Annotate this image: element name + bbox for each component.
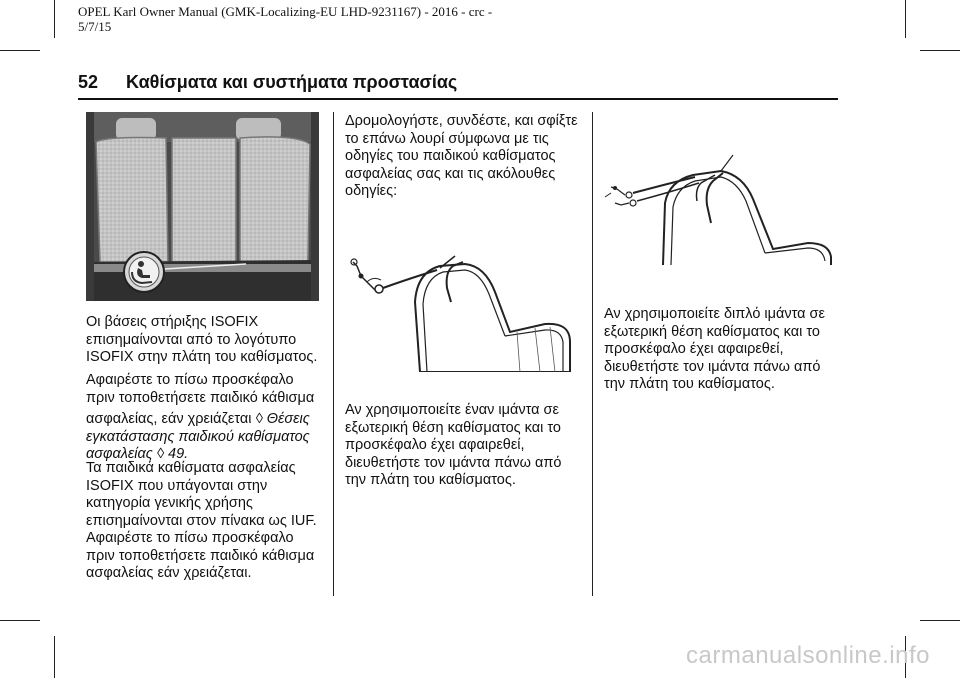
text-line: προσκέφαλο έχει αφαιρεθεί, bbox=[604, 341, 784, 357]
document-meta bbox=[78, 4, 558, 34]
text-line: εξωτερική θέση καθίσματος και το bbox=[345, 419, 561, 436]
text-line: Αφαιρέστε το πίσω προσκέφαλο bbox=[86, 372, 294, 388]
watermark: carmanualsonline.info bbox=[686, 642, 930, 669]
page-heading bbox=[78, 72, 457, 93]
paragraph-single-tether bbox=[345, 402, 561, 490]
text-line: διευθετήστε τον ιμάντα πάνω από bbox=[604, 358, 821, 375]
text-line: επισημαίνονται από το λογότυπο bbox=[86, 331, 297, 348]
cross-reference-arrow-icon: ◊ bbox=[156, 446, 164, 462]
text-line: οδηγίες του παιδικού καθίσματος bbox=[345, 148, 556, 164]
text-line: ISOFIX στην πλάτη του καθίσματος. bbox=[86, 349, 318, 365]
column-divider bbox=[592, 112, 593, 596]
text-line: κατηγορία γενικής χρήσης bbox=[86, 495, 253, 511]
single-tether-diagram bbox=[345, 232, 575, 372]
text-line: εξωτερική θέση καθίσματος και το bbox=[604, 323, 820, 340]
text-run: ασφαλείας, εάν χρειάζεται bbox=[86, 411, 252, 427]
text-line: πριν τοποθετήσετε παιδικό κάθισμα bbox=[86, 389, 315, 406]
rear-seat-isofix-photo bbox=[86, 112, 319, 301]
text-line bbox=[86, 411, 314, 429]
text-line: Τα παιδικά καθίσματα ασφαλείας bbox=[86, 460, 296, 476]
text-line: Δρομολογήστε, συνδέστε, και σφίξτε bbox=[345, 113, 578, 129]
header-rule bbox=[78, 98, 838, 100]
text-line: Οι βάσεις στήριξης ISOFIX bbox=[86, 314, 259, 330]
crop-mark bbox=[54, 0, 55, 38]
paragraph-remove-headrest bbox=[86, 372, 314, 464]
paragraph-remove-headrest-2 bbox=[86, 530, 314, 583]
text-line: ISOFIX που υπάγονται στην bbox=[86, 477, 268, 494]
text-line: Αν χρησιμοποιείτε διπλό ιμάντα σε bbox=[604, 306, 825, 322]
text-line: προσκέφαλο έχει αφαιρεθεί, bbox=[345, 437, 525, 453]
text-line: διευθετήστε τον ιμάντα πάνω από bbox=[345, 454, 562, 471]
cross-reference-text: ασφαλείας bbox=[86, 446, 153, 462]
crop-mark bbox=[54, 636, 55, 678]
paragraph-route-tether bbox=[345, 113, 578, 201]
cross-reference-arrow-icon: ◊ bbox=[255, 411, 263, 427]
meta-line-1: OPEL Karl Owner Manual (GMK-Localizing-EU LHD-9231167) - 2016 - crc - bbox=[78, 4, 493, 19]
text-line: την πλάτη του καθίσματος. bbox=[345, 472, 516, 488]
paragraph-iuf bbox=[86, 460, 317, 530]
cross-reference-link[interactable]: ασφαλείας ◊ 49. bbox=[86, 446, 189, 462]
meta-line-2: 5/7/15 bbox=[78, 19, 112, 34]
text-line: την πλάτη του καθίσματος. bbox=[604, 376, 775, 392]
headrest-left bbox=[116, 118, 156, 140]
text-line: πριν τοποθετήσετε παιδικό κάθισμα bbox=[86, 547, 315, 564]
text-line: επισημαίνονται στον πίνακα ως IUF. bbox=[86, 512, 317, 529]
crop-mark bbox=[0, 50, 40, 51]
dual-tether-diagram bbox=[603, 153, 833, 265]
text-line: οδηγίες: bbox=[345, 183, 398, 199]
paragraph-dual-tether bbox=[604, 306, 825, 394]
text-line: ασφαλείας σας και τις ακόλουθες bbox=[345, 165, 556, 182]
text-line: Αφαιρέστε το πίσω προσκέφαλο bbox=[86, 530, 294, 546]
text-line: το επάνω λουρί σύμφωνα με τις bbox=[345, 130, 549, 147]
section-title: Καθίσματα και συστήματα προστασίας bbox=[126, 72, 458, 92]
column-divider bbox=[333, 112, 334, 596]
crop-mark bbox=[920, 620, 960, 621]
crop-mark bbox=[905, 0, 906, 38]
crop-mark bbox=[920, 50, 960, 51]
page-number: 52 bbox=[78, 72, 99, 92]
text-line: ασφαλείας εάν χρειάζεται. bbox=[86, 565, 252, 581]
text-line: Αν χρησιμοποιείτε έναν ιμάντα σε bbox=[345, 402, 559, 418]
cross-reference-page: 49 bbox=[168, 446, 185, 462]
cross-reference-link[interactable]: εγκατάστασης παιδικού καθίσματος bbox=[86, 428, 310, 445]
crop-mark bbox=[0, 620, 40, 621]
paragraph-isofix-mounts bbox=[86, 314, 317, 367]
cross-reference-link[interactable]: Θέσεις bbox=[266, 411, 310, 427]
